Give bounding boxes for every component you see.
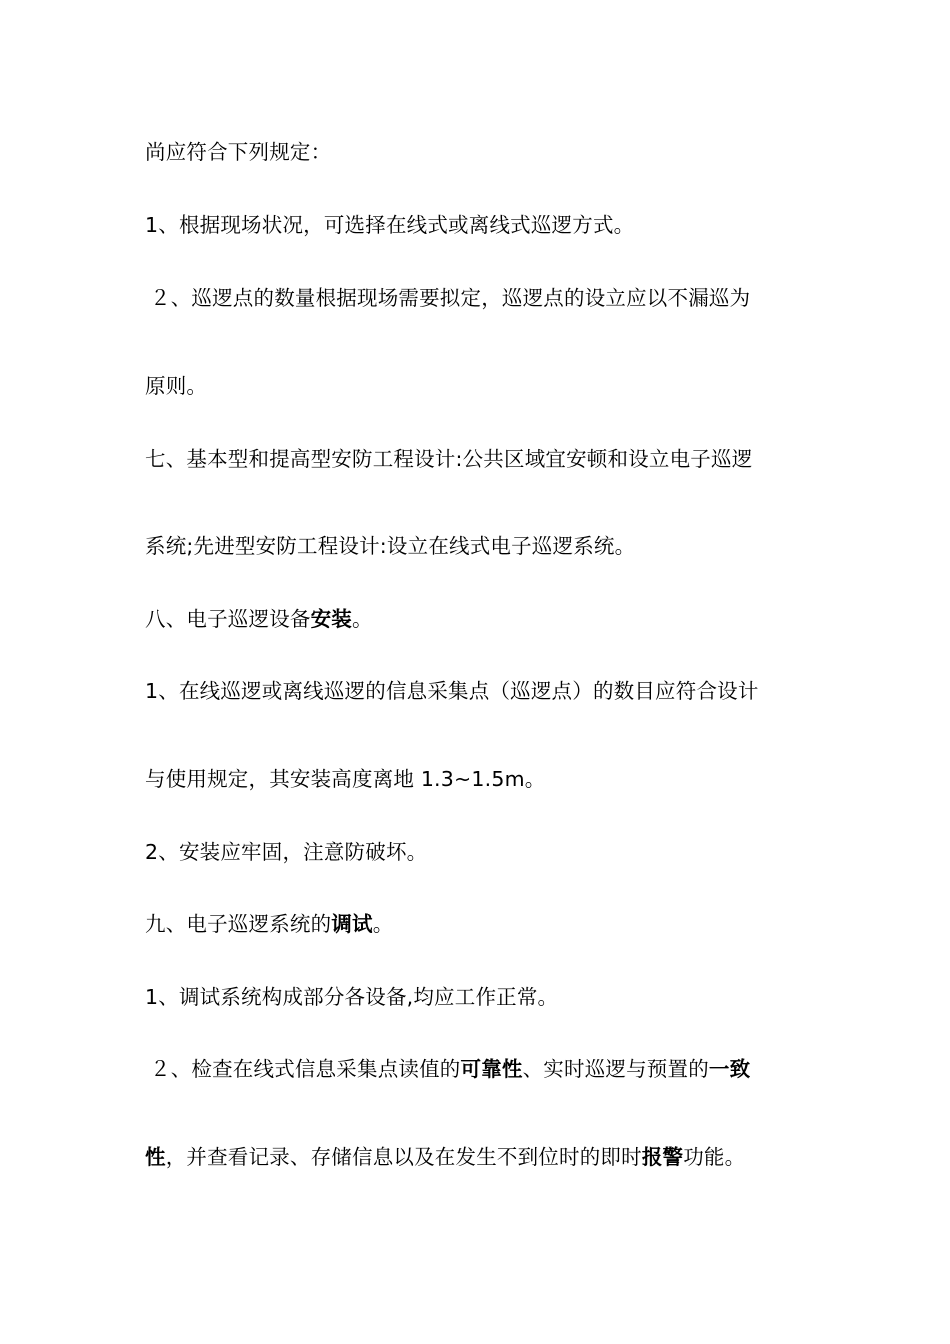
- text-run: 1、调试系统构成部分各设备,均应工作正常。: [145, 985, 559, 1009]
- text-run: ２、检查在线式信息采集点读值的: [150, 1057, 461, 1081]
- text-run: 尚应符合下列规定：: [145, 140, 332, 164]
- text-run: 。: [352, 607, 373, 631]
- paragraph-intro: [145, 138, 815, 166]
- bold-run: 性: [145, 1145, 166, 1169]
- bold-run: 调试: [331, 912, 373, 936]
- section-9-heading: [145, 910, 815, 938]
- bold-run: 一致: [708, 1057, 751, 1081]
- text-run: 1、根据现场状况，可选择在线式或离线式巡逻方式。: [145, 213, 635, 237]
- text-run: 八、电子巡逻设备: [145, 607, 311, 631]
- section-8-item-1-continuation: [145, 765, 815, 793]
- section-8-heading: [145, 605, 815, 633]
- text-run: 系统;先进型安防工程设计:设立在线式电子巡逻系统。: [145, 534, 636, 558]
- text-run: 功能。: [683, 1145, 746, 1169]
- bold-run: 安装: [310, 607, 353, 631]
- text-run: 。: [372, 912, 394, 936]
- section-9-item-1: [145, 983, 815, 1011]
- text-run: 九、电子巡逻系统的: [145, 912, 332, 936]
- text-run: 1、在线巡逻或离线巡逻的信息采集点（巡逻点）的数目应符合设计: [145, 679, 759, 703]
- text-run: 原则。: [145, 374, 208, 398]
- section-7-heading: [145, 445, 815, 473]
- bold-run: 报警: [641, 1145, 684, 1169]
- text-run: ２、巡逻点的数量根据现场需要拟定，巡逻点的设立应以不漏巡为: [150, 286, 751, 310]
- item-2-patrol-points: [150, 284, 820, 312]
- text-run: 与使用规定，其安装高度离地 1.3~1.5m。: [145, 767, 546, 791]
- text-run: 七、基本型和提高型安防工程设计:公共区域宜安顿和设立电子巡逻: [145, 447, 753, 471]
- section-7-continuation: [145, 532, 815, 560]
- text-run: 2、安装应牢固，注意防破坏。: [145, 840, 428, 864]
- section-9-item-2-continuation: [145, 1143, 815, 1171]
- text-run: 、实时巡逻与预置的: [522, 1057, 709, 1081]
- item-2-continuation: [145, 372, 815, 400]
- bold-run: 可靠性: [460, 1057, 523, 1081]
- section-8-item-1: [145, 677, 815, 705]
- section-9-item-2: [150, 1055, 820, 1083]
- item-1-patrol-mode: [145, 211, 815, 239]
- section-8-item-2: [145, 838, 815, 866]
- text-run: ，并查看记录、存储信息以及在发生不到位时的即时: [165, 1145, 642, 1169]
